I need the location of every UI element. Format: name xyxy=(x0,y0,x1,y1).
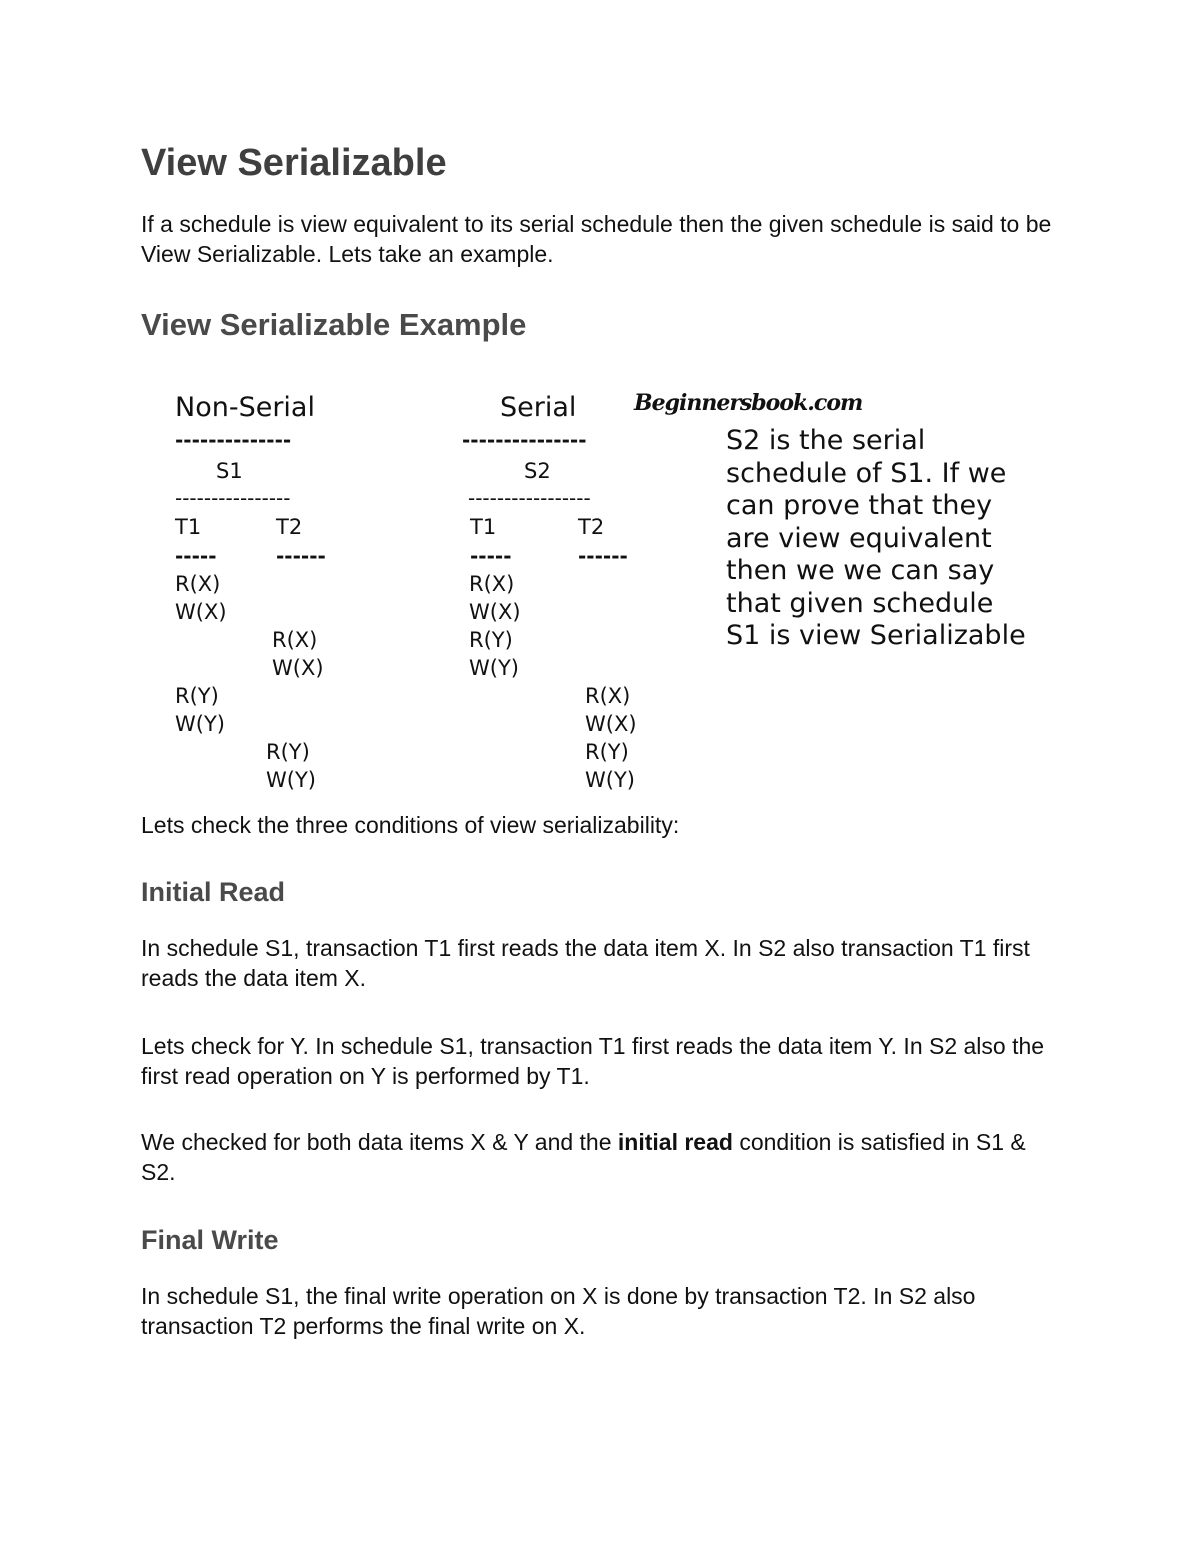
example-heading: View Serializable Example xyxy=(141,307,527,342)
initial-read-paragraph-1: In schedule S1, transaction T1 first reads the data item X. In S2 also transaction T1 first reads the data item X. xyxy=(141,935,1030,991)
divider: ------ xyxy=(578,544,628,568)
operation: R(Y) xyxy=(469,628,513,652)
operation: R(X) xyxy=(175,572,221,596)
serial-heading: Serial xyxy=(500,392,577,423)
column-header: T2 xyxy=(578,515,605,539)
text-run: We checked for both data items X & Y and the xyxy=(141,1129,618,1155)
divider: ----------------- xyxy=(468,486,591,510)
text-run: condition is satisfied in S1 & S2. xyxy=(141,1129,1026,1185)
operation: W(Y) xyxy=(469,656,519,680)
operation: W(X) xyxy=(585,712,637,736)
operation: W(X) xyxy=(175,600,227,624)
divider: ---------------- xyxy=(175,486,291,510)
operation: W(X) xyxy=(469,600,521,624)
operation: R(X) xyxy=(272,628,318,652)
schedule-s1-label: S1 xyxy=(216,459,243,483)
operation: R(Y) xyxy=(266,740,310,764)
non-serial-heading: Non-Serial xyxy=(175,392,315,423)
final-write-paragraph-1: In schedule S1, the final write operation on X is done by transaction T2. In S2 also transaction T2 performs the final write on X. xyxy=(141,1283,976,1339)
initial-read-paragraph-2: Lets check for Y. In schedule S1, transaction T1 first reads the data item Y. In S2 also the first read operation on Y is performed by T1. xyxy=(141,1033,1045,1089)
operation: R(Y) xyxy=(585,740,629,764)
operation: W(X) xyxy=(272,656,324,680)
intro-paragraph: If a schedule is view equivalent to its serial schedule then the given schedule is said to be View Serializable. Lets take an example. xyxy=(141,211,1052,267)
operation: R(X) xyxy=(585,684,631,708)
initial-read-heading: Initial Read xyxy=(141,877,286,907)
bold-text: initial read xyxy=(617,1129,733,1155)
divider: --------------- xyxy=(462,428,587,452)
column-header: T1 xyxy=(470,515,497,539)
operation: W(Y) xyxy=(175,712,225,736)
column-header: T1 xyxy=(175,515,202,539)
schedule-s2-label: S2 xyxy=(524,459,551,483)
divider: -------------- xyxy=(175,428,292,452)
divider: ------ xyxy=(276,544,326,568)
initial-read-paragraph-3 xyxy=(141,1127,1061,1187)
conditions-intro: Lets check the three conditions of view serializability: xyxy=(141,812,680,838)
operation: R(Y) xyxy=(175,684,219,708)
final-write-heading: Final Write xyxy=(141,1225,279,1255)
operation: R(X) xyxy=(469,572,515,596)
operation: W(Y) xyxy=(585,768,635,792)
brand-watermark: Beginnersbook.com xyxy=(634,390,863,416)
column-header: T2 xyxy=(276,515,303,539)
divider: ----- xyxy=(470,544,512,568)
page-title: View Serializable xyxy=(141,142,447,184)
divider: ----- xyxy=(175,544,217,568)
operation: W(Y) xyxy=(266,768,316,792)
figure-note: S2 is the serial schedule of S1. If we can prove that they are view equivalent then we we can say that given schedule S1 is view Serializable xyxy=(726,425,1026,651)
